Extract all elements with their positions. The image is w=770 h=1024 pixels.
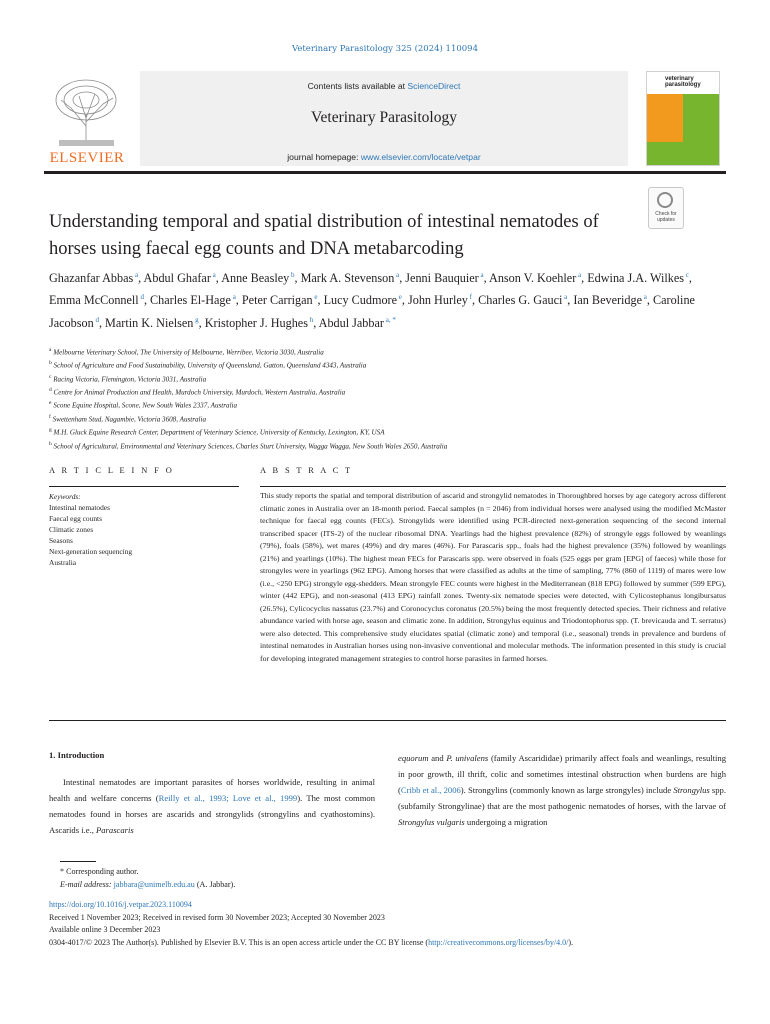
author-name[interactable]: Anson V. Koehler [489,271,577,286]
sciencedirect-link[interactable]: ScienceDirect [407,81,461,91]
abstract-bottom-rule [49,720,726,721]
footnote-rule [60,861,96,862]
affiliation-item: $^h$ School of Agricultural, Environmental and Veterinary Sciences, Charles Sturt University, Wagga Wagga, New South Wales 2650, Australia [49,440,448,450]
reference-link-reilly-love[interactable]: Reilly et al., 1993; Love et al., 1999 [158,793,298,803]
license-link[interactable]: http://creativecommons.org/licenses/by/4.0/ [428,937,569,947]
author-name[interactable]: Charles El-Hage [150,293,231,308]
author-name[interactable]: Ghazanfar Abbas [49,271,134,286]
journal-title: Veterinary Parasitology [311,109,457,126]
author-name[interactable]: Lucy Cudmore [323,293,398,308]
publication-info-block [49,899,726,949]
author-name[interactable]: Ian Beveridge [573,293,643,308]
author-affiliation-mark[interactable]: a [478,271,484,279]
article-info-heading: A R T I C L E I N F O [49,466,175,475]
paper-title: Understanding temporal and spatial distribution of intestinal nematodes of horses using faecal egg counts and DNA metabarcoding [49,212,599,259]
check-updates-text: Check for updates [655,211,677,223]
author-affiliation-mark[interactable]: a, * [383,315,396,324]
author-name[interactable]: Charles G. Gauci [478,293,563,308]
author-affiliation-mark[interactable]: a [562,293,568,302]
received-dates: Received 1 November 2023; Received in revised form 30 November 2023; Accepted 30 November 2023 [49,912,385,922]
update-circle-icon [657,192,673,208]
contents-prefix: Contents lists available at [307,81,408,91]
corresponding-author-footnote [60,865,720,891]
author-affiliation-mark[interactable]: e [397,293,402,302]
author-name[interactable]: Emma McConnell [49,293,139,308]
keyword-item: Australia [49,558,77,567]
author-name[interactable]: Peter Carrigan [241,293,313,308]
keywords-list [49,502,239,568]
affiliation-item: $^g$ M.H. Gluck Equine Research Center, Department of Veterinary Science, University of Kentucky, Lexington, KY, USA [49,427,385,437]
introduction-column-2: equorum and P. univalens (family Ascarididae) primarily affect foals and weanlings, resulting in poor growth, ill thrift, colic and sometimes intestinal obstruction when burdens are high (Cribb et al., 2006). Strongylins (commonly known as large strongyles) include Strongylus spp. (subfamily Strongylinae) that are the most pathogenic nematodes of horses, with the larvae of Strongylus vulgaris undergoing a migration [398,753,727,827]
doi-link[interactable]: https://doi.org/10.1016/j.vetpar.2023.110094 [49,900,192,909]
cover-title-line2: parasitology [665,82,701,88]
author-affiliation-mark[interactable]: d [93,315,99,324]
author-name[interactable]: Kristopher J. Hughes [204,315,308,330]
author-name[interactable]: John Hurley [407,293,468,308]
email-link[interactable]: jabbara@unimelb.edu.au [113,880,195,889]
journal-cover-thumbnail[interactable] [646,71,720,166]
abstract-text: This study reports the spatial and temporal distribution of ascarid and strongylid nematodes in Thoroughbred horses by age category across different climatic zones in Australia over an 18-month period. Faecal samples (n = 2046) from individual horses were analysed using the modified McMaster technique for faecal egg counts (FECs). Strongylids were identified using PCR-directed next-generation sequencing of the second internal transcribed spacer (ITS-2) of the nuclear ribosomal DNA. Yearlings had the highest prevalence (82%) of strongyle eggs followed by weanlings (79%), foals (58%), wet mares (49%) and dry mares (46%). For Parascaris spp., foals had the highest prevalence (35%) followed by weanlings (21%) and yearlings (10%). The highest mean FECs for Parascaris spp. were observed in foals (525 eggs per gram [EPG] of faeces) while those for strongyles were in yearlings (962 EPG). Among horses that were classified as adults at the time of sampling, 77% (860 of 1119) of mares were low (i.e., <250 EPG) strongyle egg-shedders. Mean strongyle FEC counts were highest in the Mediterranean (818 EPG) followed by summer (599 EPG), winter (442 EPG), and non-seasonal (413 EPG) rainfall zones. Twenty-six nematode species were detected, with Cylicostephanus longibursatus (26.5%), Cylicocyclus nassatus (23.7%) and Coronocyclus coronatus (20.5%) being the most frequently detected species. Their richness and relative abundance varied with horse age, season and climatic zone. In addition, Strongylus equinus and Triodontophorus spp. (T. brevicauda and T. serratus) were also detected. This comprehensive study elucidates spatial (climatic zone) and temporal (i.e., seasonal) trends in prevalence and burdens of intestinal nematodes in Australian horses using non-invasive conventional and molecular methods. The information presented in this study is crucial for developing integrated management strategies to control horse parasites in farmed horses. [260,491,726,663]
affiliation-item: $^a$ Melbourne Veterinary School, The University of Melbourne, Werribee, Victoria 3030, Australia [49,347,324,357]
contents-line [140,81,628,91]
author-affiliation-mark[interactable]: e [312,293,318,302]
author-affiliation-mark[interactable]: a [230,293,236,302]
elsevier-wordmark: ELSEVIER [49,150,125,166]
author-list: Ghazanfar Abbas $^a$, Abdul Ghafar $^a$, Anne Beasley $^b$, Mark A. Stevenson $^a$, Jenni Bauquier $^a$, Anson V. Koehler $^a$, Edwina J.A. Wilkes $^c$, Emma McConnell $^d$, Charles El-Hage $^a$, Peter Carrigan $^e$, Lucy Cudmore $^e$, John Hurley $^f$, Charles G. Gauci $^a$, Ian Beveridge $^a$, Caroline Jacobson $^d$, Martin K. Nielsen $^g$, Kristopher J. Hughes $^h$, Abdul Jabbar $^{a, *}$ [49,271,695,330]
license-line: 0304-4017/© 2023 The Author(s). Published by Elsevier B.V. This is an open access article under the CC BY license (http://creativecommons.org/licenses/by/4.0/). [49,937,574,947]
journal-reference[interactable]: Veterinary Parasitology 325 (2024) 110094 [292,44,478,54]
author-affiliation-mark[interactable]: h [307,315,314,324]
author-affiliation-mark[interactable]: f [467,293,472,302]
abstract-rule [260,486,726,487]
abstract-heading: A B S T R A C T [260,466,353,475]
author-affiliation-mark[interactable]: a [210,271,216,279]
author-affiliation-mark[interactable]: a [576,271,582,279]
header-rule [44,171,726,174]
cover-orange-panel [647,94,683,142]
keyword-item: Climatic zones [49,525,94,534]
author-name[interactable]: Martin K. Nielsen [105,315,194,330]
author-name[interactable]: Anne Beasley [221,271,290,286]
available-online: Available online 3 December 2023 [49,925,161,934]
keyword-item: Seasons [49,536,73,545]
author-affiliation-mark[interactable]: b [289,271,295,279]
author-affiliation-mark[interactable]: a [642,293,647,302]
affiliation-item: $^f$ Swettenham Stud, Nagambie, Victoria 3608, Australia [49,413,207,424]
article-info-rule [49,486,239,487]
affiliation-list [49,345,725,452]
author-affiliation-mark[interactable]: a [133,271,139,279]
author-name[interactable]: Mark A. Stevenson [300,271,395,286]
homepage-link[interactable]: www.elsevier.com/locate/vetpar [360,152,481,162]
affiliation-item: $^b$ School of Agriculture and Food Sustainability, University of Queensland, Gatton, Queensland 4343, Australia [49,360,367,370]
affiliation-item: $^e$ Scone Equine Hospital, Scone, New South Wales 2337, Australia [49,400,238,410]
keyword-item: Next-generation sequencing [49,547,133,556]
author-affiliation-mark[interactable]: a [394,271,400,279]
author-name[interactable]: Abdul Ghafar [143,271,211,286]
author-affiliation-mark[interactable]: d [138,293,144,302]
keyword-item: Faecal egg counts [49,514,102,523]
author-name[interactable]: Jenni Bauquier [405,271,479,286]
cover-title [665,76,701,88]
reference-link-cribb[interactable]: Cribb et al., 2006 [400,785,461,795]
affiliation-item: $^d$ Centre for Animal Production and Health, Murdoch University, Murdoch, Western Australia, Australia [49,387,346,397]
check-for-updates-badge[interactable] [648,187,684,229]
homepage-prefix: journal homepage: [287,152,361,162]
intro-paragraph-1: Intestinal nematodes are important parasites of horses worldwide, resulting in animal health and welfare concerns (Reilly et al., 1993; Love et al., 1999). The most common nematodes found in horses are ascarids and strongylids (strongylins and cyathostomins). Ascarids i.e., Parascaris [49,777,375,835]
corresponding-author-line: * Corresponding author. [60,867,139,876]
homepage-line [140,152,628,162]
author-name[interactable]: Abdul Jabbar [318,315,384,330]
email-line: E-mail address: jabbara@unimelb.edu.au (A. Jabbar). [60,880,236,889]
keywords-block [49,491,239,568]
author-name[interactable]: Caroline Jacobson [49,293,695,330]
affiliation-item: $^c$ Racing Victoria, Flemington, Victoria 3031, Australia [49,373,207,384]
author-name[interactable]: Edwina J.A. Wilkes [587,271,684,286]
keyword-item: Intestinal nematodes [49,503,110,512]
cover-title-line1: veterinary [665,76,694,82]
introduction-column-1 [49,774,375,838]
author-affiliation-mark[interactable]: c [684,271,689,279]
keywords-label: Keywords: [49,492,81,501]
author-affiliation-mark[interactable]: g [193,315,199,324]
introduction-heading: 1. Introduction [49,750,105,760]
